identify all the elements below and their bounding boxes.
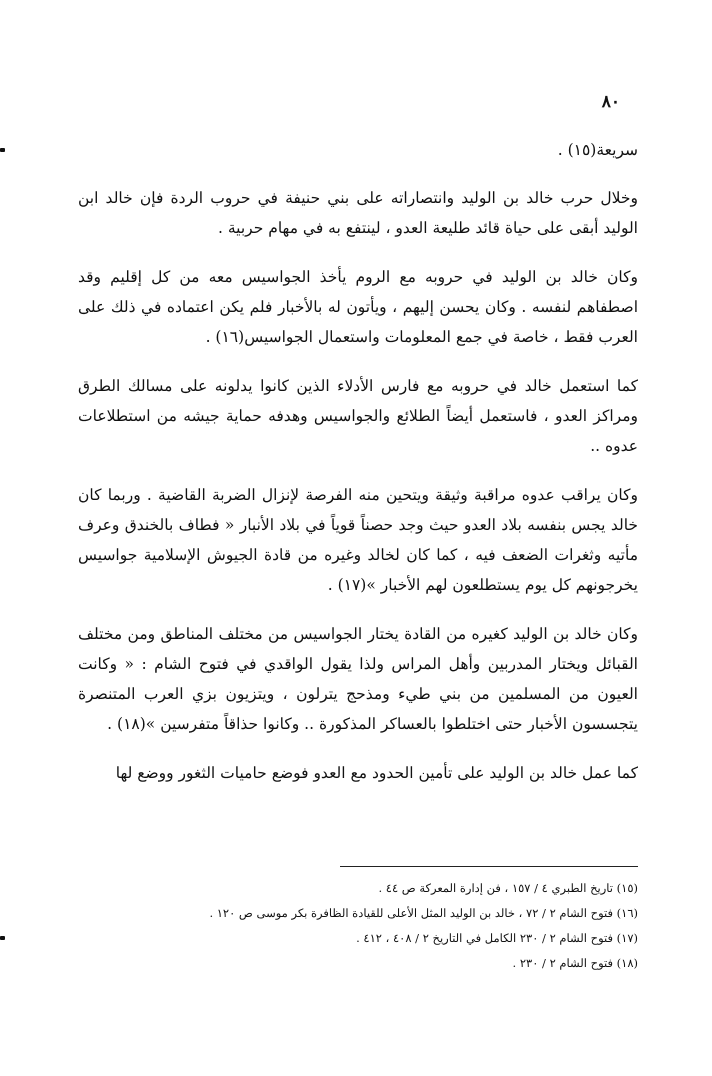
paragraph-1: سريعة(١٥) . <box>557 141 638 159</box>
footnote-15: (١٥) تاريخ الطبري ٤ / ١٥٧ ، فن إدارة المعركة ص ٤٤ . <box>378 881 638 895</box>
paragraph-5: وكان يراقب عدوه مراقبة وثيقة ويتحين منه الفرصة لإنزال الضربة القاضية . وربما كان خالد يجس بنفسه بلاد العدو حيث وجد حصناً قوياً في بلاد الأنبار « فطاف بالخندق وعرف مأتيه وثغرات الضعف فيه ، كما كان لخالد وغيره من قادة الجيوش الإسلامية جواسيس يخرجونهم كل يوم يستطلعون لهم الأخبار »(١٧) . <box>78 486 638 594</box>
page-number: ٨٠ <box>601 92 620 112</box>
footnote-18: (١٨) فتوح الشام ٢ / ٢٣٠ . <box>512 956 638 970</box>
scan-edge-mark <box>0 148 5 152</box>
footnote-17: (١٧) فتوح الشام ٢ / ٢٣٠ الكامل في التاريخ ٢ / ٤٠٨ ، ٤١٢ . <box>356 931 638 945</box>
footnote-16: (١٦) فتوح الشام ٢ / ٧٢ ، خالد بن الوليد المثل الأعلى للقيادة الظافرة بكر موسى ص ١٢٠ . <box>209 906 638 920</box>
footnotes <box>78 876 638 976</box>
paragraph-2: وخلال حرب خالد بن الوليد وانتصاراته على بني حنيفة في حروب الردة فإن خالد ابن الوليد أبقى على حياة قائد طليعة العدو ، لينتفع به في مهام حربية . <box>78 189 638 237</box>
scan-edge-mark <box>0 936 5 940</box>
paragraph-7: كما عمل خالد بن الوليد على تأمين الحدود مع العدو فوضع حاميات الثغور ووضع لها <box>115 764 638 782</box>
footnote-divider <box>340 866 638 867</box>
paragraph-3: وكان خالد بن الوليد في حروبه مع الروم يأخذ الجواسيس معه من كل إقليم وقد اصطفاهم لنفسه . وكان يحسن إليهم ، ويأتون له بالأخبار فلم يكن اعتماده في ذلك على العرب فقط ، خاصة في جمع المعلومات واستعمال الجواسيس(١٦) . <box>78 268 638 346</box>
paragraph-4: كما استعمل خالد في حروبه مع فارس الأدلاء الذين كانوا يدلونه على مسالك الطرق ومراكز العدو ، فاستعمل أيضاً الطلائع والجواسيس وهدفه حماية جيشه من استطلاعات عدوه .. <box>78 377 638 455</box>
body-text <box>78 135 638 807</box>
paragraph-6: وكان خالد بن الوليد كغيره من القادة يختار الجواسيس من مختلف المناطق ومن مختلف القبائل ويختار المدربين وأهل المراس ولذا يقول الواقدي في فتوح الشام : « وكانت العيون من المسلمين من بني طيء ومذحج يترلون ، ويتزيون بزي العرب المتنصرة يتجسسون الأخبار حتى اختلطوا بالعساكر المذكورة .. وكانوا حذاقاً متفرسين »(١٨) . <box>78 625 638 733</box>
